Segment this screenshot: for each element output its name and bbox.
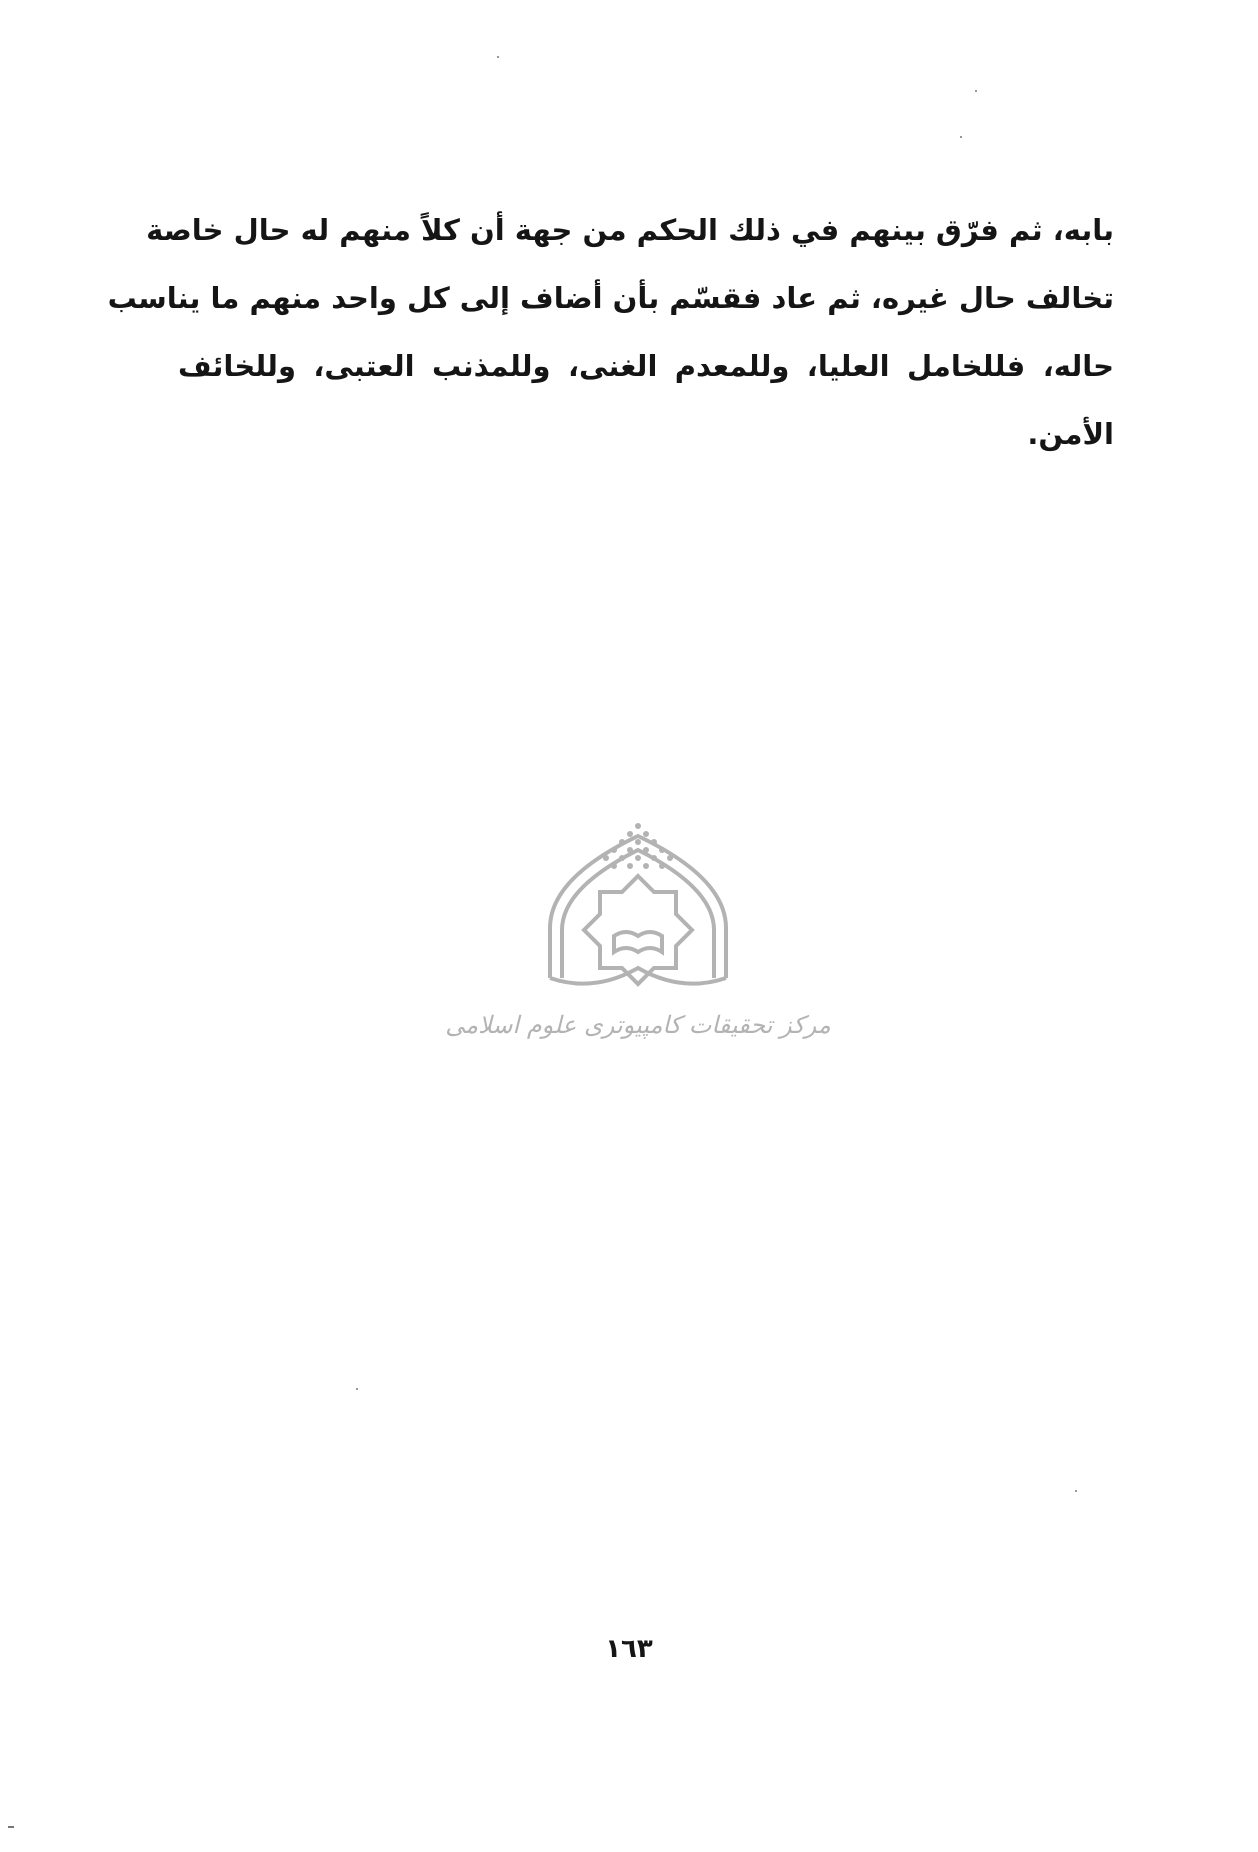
scan-speck bbox=[975, 90, 977, 92]
scan-speck bbox=[960, 136, 962, 138]
text-line-2: تخالف حال غيره، ثم عاد فقسّم بأن أضاف إلى كل واحد منهم ما يناسب bbox=[107, 281, 1114, 315]
scan-speck bbox=[8, 1826, 14, 1828]
body-paragraph bbox=[107, 196, 1114, 468]
watermark-caption: مرکز تحقیقات کامپیوتری علوم اسلامی bbox=[445, 1011, 831, 1039]
watermark-logo bbox=[445, 818, 831, 1048]
text-line-1: بابه، ثم فرّق بينهم في ذلك الحكم من جهة أن كلاً منهم له حال خاصة bbox=[146, 213, 1114, 247]
scan-speck bbox=[1075, 1490, 1077, 1492]
scan-speck bbox=[497, 56, 499, 58]
page-number: ١٦٣ bbox=[605, 1634, 653, 1664]
text-line-4: الأمن. bbox=[1027, 417, 1114, 451]
watermark-emblem-icon bbox=[445, 818, 831, 1048]
text-line-3: حاله، فللخامل العليا، وللمعدم الغنى، وللمذنب العتبى، وللخائف bbox=[178, 349, 1114, 383]
scan-speck bbox=[356, 1388, 358, 1390]
